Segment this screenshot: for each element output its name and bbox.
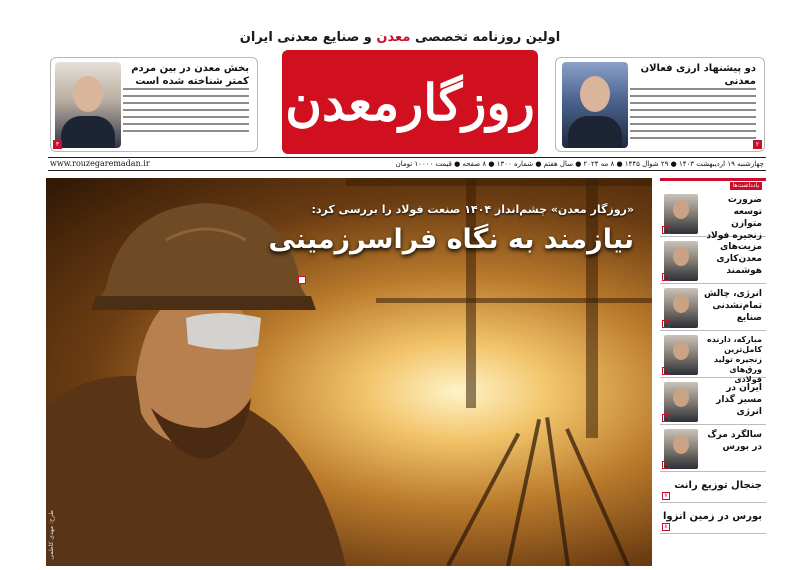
- top-left-story-page: ۴: [53, 140, 62, 149]
- top-left-story-photo: [55, 62, 121, 148]
- sidebar-item-page: ۲: [662, 320, 670, 328]
- sidebar: [660, 178, 766, 566]
- dateline: [48, 157, 766, 171]
- hero-beam: [346, 178, 652, 186]
- sidebar-item-page: ۳: [662, 273, 670, 281]
- sidebar-item[interactable]: [660, 284, 766, 331]
- hero-headline[interactable]: نیازمند به نگاه فراسرزمینی: [268, 224, 634, 255]
- sidebar-item[interactable]: [660, 425, 766, 472]
- sidebar-plain-item-title: جنجال توزیع رانت: [674, 480, 762, 491]
- sidebar-item-title: مزیت‌های معدن‌کاری هوشمند: [716, 242, 762, 276]
- sidebar-plain-item-page: ۷: [662, 492, 670, 500]
- hero-page-marker: [298, 276, 306, 284]
- sidebar-item[interactable]: [660, 237, 766, 284]
- masthead[interactable]: [282, 50, 538, 154]
- hero-kicker: «روزگار معدن» چشم‌انداز ۱۴۰۴ صنعت فولاد را بررسی کرد:: [311, 203, 634, 216]
- top-right-story[interactable]: [555, 57, 765, 152]
- hero-rail: [565, 428, 630, 566]
- masthead-logo: روزگارمعدن: [285, 72, 535, 132]
- top-right-story-page: ۲: [753, 140, 762, 149]
- top-left-story-body: [123, 88, 249, 137]
- sidebar-item-title: سالگرد مرگ در بورس: [707, 430, 762, 452]
- tagline-part2: معدن: [376, 30, 411, 45]
- sidebar-plain-item[interactable]: [660, 472, 766, 503]
- hero-beam: [586, 178, 598, 438]
- sidebar-plain-item-title: بورس در زمین انزوا: [663, 511, 762, 522]
- sidebar-item[interactable]: [660, 190, 766, 241]
- sidebar-item[interactable]: [660, 331, 766, 384]
- sidebar-plain-item[interactable]: [660, 503, 766, 534]
- sidebar-item[interactable]: [660, 378, 766, 425]
- top-right-story-photo: [562, 62, 628, 148]
- sidebar-item-page: ۲: [662, 226, 670, 234]
- tagline-part1: اولین روزنامه تخصصی: [414, 30, 561, 45]
- hero-rail: [545, 417, 570, 566]
- sidebar-item-title: انرژی، چالش تمام‌نشدنی صنایع: [703, 289, 762, 323]
- top-left-story[interactable]: [50, 57, 258, 152]
- sidebar-item-page: ۸: [662, 461, 670, 469]
- top-right-story-title: دو پیشنهاد ارزی فعالان معدنی: [640, 63, 756, 87]
- tagline-part3: و صنایع معدنی ایران: [239, 30, 372, 45]
- website-link[interactable]: www.rouzegaremadan.ir: [50, 159, 150, 168]
- sidebar-item-page: ۷: [662, 414, 670, 422]
- hero-beam: [376, 298, 652, 303]
- sidebar-header-label: یادداشت‌ها: [730, 182, 762, 190]
- sidebar-header: [660, 178, 766, 190]
- top-left-story-title: بخش معدن در بین مردم کمتر شناخته شده است: [131, 63, 249, 87]
- issue-date: چهارشنبه ۱۹ اردیبهشت ۱۴۰۳ ● ۲۹ شوال ۱۴۴۵ ● ۸ مه ۲۰۲۴ ● سال هفتم ● شماره ۱۳۰۰ ● ۸ صفحه ● قیمت ۱۰۰۰۰ تومان: [395, 160, 764, 168]
- sidebar-item-title: ضرورت توسعه متوازن زنجیره فولاد: [706, 195, 762, 241]
- sidebar-plain-item-page: ۸: [662, 523, 670, 531]
- hero-story[interactable]: [46, 178, 652, 566]
- sidebar-item-title: مبارکه، دارنده کامل‌ترین زنجیره تولید ورق‌های فولادی: [707, 335, 762, 384]
- tagline: [230, 30, 570, 45]
- sidebar-item-page: ۲: [662, 367, 670, 375]
- top-right-story-body: [630, 88, 756, 144]
- hero-credit: طرح: مهدی کاظمی: [48, 510, 55, 560]
- sidebar-item-title: ایران در مسیر گذار انرژی: [716, 383, 762, 417]
